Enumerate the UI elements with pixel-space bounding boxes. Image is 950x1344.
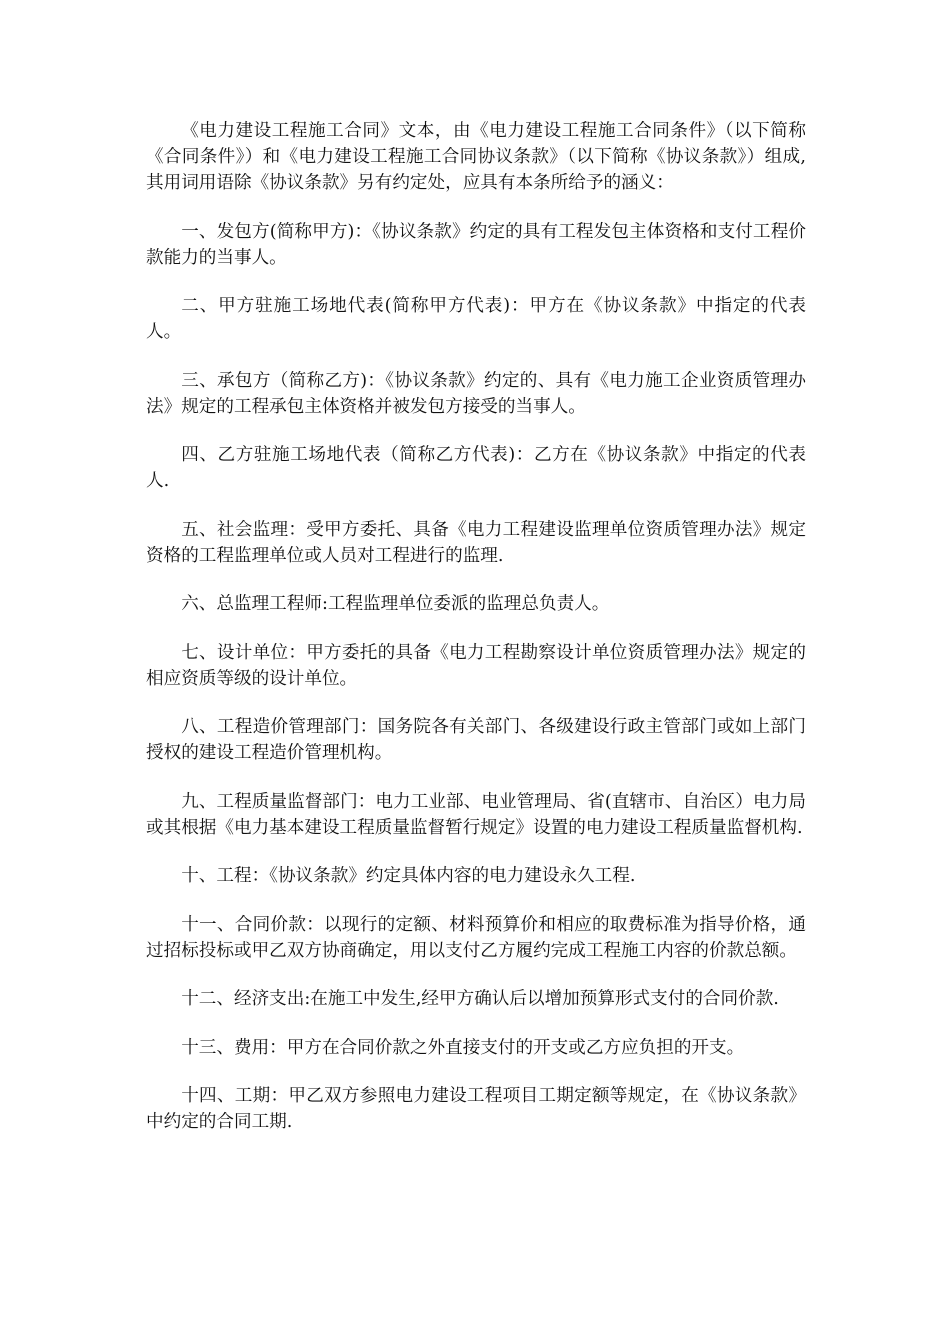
clause-10-project: 十、工程：《协议条款》约定具体内容的电力建设永久工程. — [181, 866, 636, 886]
clause-4-contractor-representative: 四、乙方驻施工场地代表（简称乙方代表)：乙方在《协议条款》中指定的代表人. — [146, 445, 806, 491]
clause-9-quality-supervision-dept: 九、工程质量监督部门：电力工业部、电业管理局、省(直辖市、自治区）电力局或其根据《电力基本建设工程质量监督暂行规定》设置的电力建设工程质量监督机构. — [146, 791, 806, 838]
clause-2-employer-representative: 二、甲方驻施工场地代表(简称甲方代表)：甲方在《协议条款》中指定的代表人。 — [146, 296, 806, 342]
clause-13-expenses: 十三、费用：甲方在合同价款之外直接支付的开支或乙方应负担的开支。 — [181, 1037, 745, 1058]
clause-3-contractor: 三、承包方（简称乙方)：《协议条款》约定的、具有《电力施工企业资质管理办法》规定的工程承包主体资格并被发包方接受的当事人。 — [146, 370, 806, 417]
clause-5-supervision: 五、社会监理：受甲方委托、具备《电力工程建设监理单位资质管理办法》规定资格的工程监理单位或人员对工程进行的监理. — [146, 519, 806, 566]
definitions-intro-paragraph: 《电力建设工程施工合同》文本，由《电力建设工程施工合同条件》（以下简称《合同条件》）和《电力建设工程施工合同协议条款》（以下简称《协议条款》）组成,其用词用语除《协议条款》另有约定处，应具有本条所给予的涵义： — [146, 121, 806, 193]
clause-7-design-unit: 七、设计单位：甲方委托的具备《电力工程勘察设计单位资质管理办法》规定的相应资质等级的设计单位。 — [146, 642, 806, 689]
clause-1-employer: 一、发包方(简称甲方)：《协议条款》约定的具有工程发包主体资格和支付工程价款能力的当事人。 — [146, 221, 806, 268]
clause-11-contract-price: 十一、合同价款：以现行的定额、材料预算价和相应的取费标准为指导价格，通过招标投标或甲乙双方协商确定，用以支付乙方履约完成工程施工内容的价款总额。 — [146, 914, 806, 961]
clause-14-duration: 十四、工期：甲乙双方参照电力建设工程项目工期定额等规定，在《协议条款》中约定的合同工期. — [146, 1086, 806, 1132]
clause-6-chief-supervisor: 六、总监理工程师:工程监理单位委派的监理总负责人。 — [181, 594, 610, 614]
clause-12-economic-expenditure: 十二、经济支出:在施工中发生,经甲方确认后以增加预算形式支付的合同价款. — [181, 989, 779, 1009]
document-body — [146, 118, 806, 1158]
clause-8-cost-management-dept: 八、工程造价管理部门：国务院各有关部门、各级建设行政主管部门或如上部门授权的建设工程造价管理机构。 — [146, 717, 806, 763]
